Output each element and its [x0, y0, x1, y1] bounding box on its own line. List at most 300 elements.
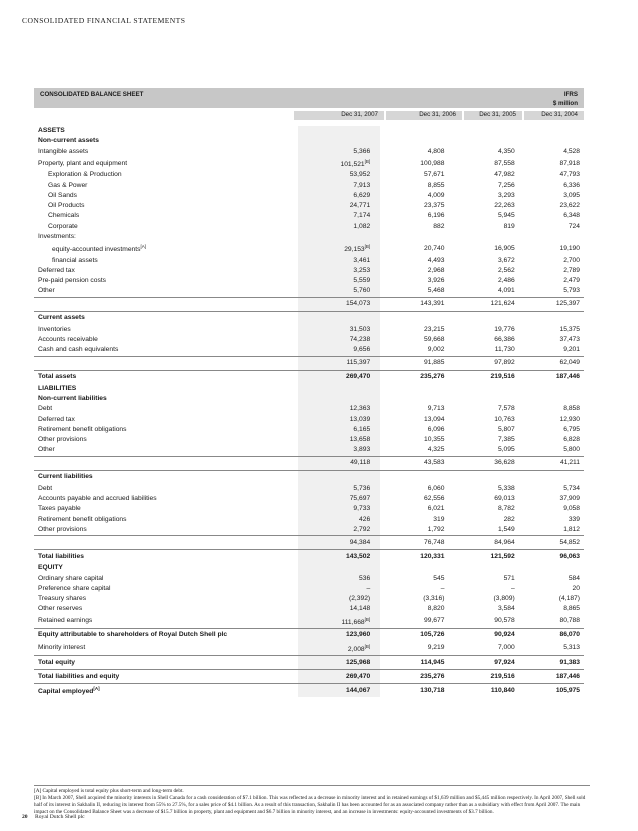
table-row [34, 470, 584, 484]
value-cell: 2,486 [497, 277, 515, 285]
row-label: Debt [38, 484, 53, 492]
value-cell: 49,118 [298, 456, 380, 470]
value-cell: 23,215 [423, 325, 445, 333]
value-cell: 5,736 [298, 484, 380, 494]
value-cell: 12,363 [298, 404, 380, 414]
table-row [34, 525, 584, 536]
value-cell: 3,672 [497, 256, 515, 264]
row-label: Taxes payable [38, 505, 81, 513]
value-cell: 4,808 [427, 147, 445, 155]
page-number: 20 [22, 814, 28, 820]
row-label: Capital employed[A] [34, 684, 298, 698]
table-row [34, 435, 584, 445]
column-header: Dec 31, 2007 [294, 111, 384, 120]
value-cell [450, 126, 520, 136]
value-cell: 53,952 [298, 170, 380, 180]
value-cell: (3,809) [493, 595, 515, 603]
value-cell [380, 136, 450, 146]
value-cell: 3,253 [298, 266, 380, 276]
table-row [34, 191, 584, 201]
value-cell: 110,840 [450, 684, 520, 698]
value-cell: (2,392) [298, 594, 380, 604]
table-row [34, 445, 584, 456]
table-row [34, 170, 584, 180]
page-header: CONSOLIDATED FINANCIAL STATEMENTS [22, 16, 186, 25]
value-cell: 426 [298, 514, 380, 524]
value-cell: 121,592 [450, 550, 520, 564]
value-cell: 13,039 [298, 414, 380, 424]
value-cell [450, 394, 520, 404]
row-label: Accounts payable and accrued liabilities [38, 495, 157, 503]
table-row [34, 201, 584, 211]
value-cell: 5,800 [563, 446, 580, 454]
table-row [34, 335, 584, 345]
value-cell [380, 126, 450, 136]
footnote-ref: [A] [140, 244, 146, 250]
value-cell: 87,918 [559, 159, 580, 167]
value-cell: 154,073 [298, 297, 380, 311]
footer-text: Royal Dutch Shell plc [35, 814, 85, 820]
table-row [34, 684, 584, 698]
value-cell: 23,622 [559, 202, 580, 210]
value-cell: 10,355 [423, 436, 445, 444]
table-row [34, 325, 584, 335]
row-label: Oil Products [48, 202, 85, 210]
value-cell: 37,473 [559, 336, 580, 344]
value-cell [298, 394, 380, 404]
row-label: Deferred tax [38, 266, 75, 274]
footnote: [B] In March 2007, Shell acquired the minority interests in Shell Canada for a cash consideration of $7.1 billion. This was reflected as a decrease in minority interest and in retained earnings of $1,639 million and $5,445 million respectively. In April 2007, Shell sold half of its interest in Sakhalin II, reducing its interest from 55% to 27.5%, for a sales price of $4.1 billion. As a result of this transaction, Sakhalin II has been accounted for as an associated company rather than as a subsidiary with effect from April 2007. The main impact on the Consolidated Balance Sheet was a decrease of $15.7 billion in property, plant and equipment and $6.7 billion in minority interest, and an increase in investments: equity-accounted investments of $3.7 billion. [34, 795, 586, 816]
table-row [34, 514, 584, 524]
value-cell: 13,658 [298, 435, 380, 445]
value-cell: 3,095 [563, 191, 580, 199]
value-cell: 724 [568, 222, 580, 230]
value-cell: 6,336 [563, 181, 580, 189]
value-cell: 3,893 [298, 445, 380, 456]
standard-label: IFRS [563, 91, 578, 98]
value-cell [521, 470, 584, 484]
value-cell: 219,516 [450, 370, 520, 384]
table-row [34, 594, 584, 604]
table-title-band [34, 88, 584, 108]
row-label: EQUITY [38, 564, 63, 572]
table-row [34, 550, 584, 564]
table-row [34, 136, 584, 146]
value-cell: 144,067 [298, 684, 380, 698]
value-cell: 41,211 [521, 456, 584, 470]
value-cell: 8,858 [563, 405, 580, 413]
row-label: Corporate [48, 222, 78, 230]
value-cell [298, 470, 380, 484]
table-row [34, 242, 584, 255]
table-row [34, 536, 584, 550]
value-cell: 125,968 [298, 656, 380, 670]
table-row [34, 384, 584, 394]
row-label: Other provisions [38, 436, 87, 444]
value-cell [380, 563, 450, 573]
value-cell: 6,021 [427, 505, 445, 513]
value-cell: 12,930 [559, 415, 580, 423]
row-label: Other [38, 446, 55, 454]
value-cell: 319 [433, 515, 445, 523]
table-row [34, 456, 584, 470]
row-label: ASSETS [38, 127, 65, 135]
value-cell: 8,865 [563, 605, 580, 613]
value-cell [380, 470, 450, 484]
row-label: Treasury shares [38, 595, 87, 603]
value-cell: 47,793 [559, 171, 580, 179]
table-row [34, 394, 584, 404]
row-label [34, 456, 298, 470]
value-cell: 5,559 [298, 276, 380, 286]
value-cell: 43,583 [380, 456, 450, 470]
value-cell: 1,792 [427, 525, 445, 533]
value-cell: 5,366 [298, 147, 380, 157]
row-label: Retirement benefit obligations [38, 515, 127, 523]
row-label: Current assets [34, 311, 298, 325]
table-row [34, 484, 584, 494]
value-cell: 7,578 [497, 405, 515, 413]
column-headers [34, 110, 584, 120]
value-cell: 1,082 [298, 222, 380, 232]
table-row [34, 604, 584, 614]
value-cell: 100,988 [420, 159, 445, 167]
value-cell: 4,325 [427, 446, 445, 454]
value-cell: 545 [433, 574, 445, 582]
table-row [34, 180, 584, 190]
value-cell: 282 [503, 515, 515, 523]
value-cell: 6,795 [563, 425, 580, 433]
value-cell: 235,276 [380, 670, 450, 684]
value-cell: 57,671 [423, 171, 445, 179]
value-cell: 3,926 [427, 277, 445, 285]
value-cell: 536 [298, 573, 380, 583]
row-label: Current liabilities [34, 470, 298, 484]
row-label: Deferred tax [38, 415, 75, 423]
table-row [34, 147, 584, 157]
table-row [34, 425, 584, 435]
value-cell: 47,982 [494, 171, 515, 179]
value-cell: (4,187) [558, 595, 580, 603]
column-header: Dec 31, 2006 [386, 111, 462, 120]
value-cell: 125,397 [521, 297, 584, 311]
value-cell [521, 384, 584, 394]
table-row [34, 370, 584, 384]
value-cell: 36,628 [450, 456, 520, 470]
value-cell: 6,060 [427, 484, 445, 492]
value-cell: 9,219 [427, 644, 445, 652]
table-row [34, 232, 584, 242]
row-label: Chemicals [48, 212, 80, 220]
row-label: Preference share capital [38, 584, 111, 592]
row-label: Debt [38, 405, 53, 413]
value-cell: 2,562 [497, 266, 515, 274]
value-cell: 2,008[B] [298, 642, 380, 656]
row-label: Accounts receivable [38, 336, 98, 344]
value-cell: 19,190 [559, 244, 580, 252]
value-cell: 24,771 [298, 201, 380, 211]
row-label: Total assets [34, 370, 298, 384]
value-cell: 120,331 [380, 550, 450, 564]
value-cell: 9,201 [563, 346, 580, 354]
value-cell: 6,629 [298, 191, 380, 201]
value-cell [521, 232, 584, 242]
value-cell [450, 232, 520, 242]
value-cell: 6,096 [427, 425, 445, 433]
table-row [34, 563, 584, 573]
table-row [34, 584, 584, 594]
table-row [34, 504, 584, 514]
row-label: Gas & Power [48, 181, 88, 189]
value-cell: 2,700 [563, 256, 580, 264]
table-row [34, 670, 584, 684]
value-cell: 7,256 [497, 181, 515, 189]
value-cell: 11,730 [494, 346, 515, 354]
value-cell: 6,348 [563, 212, 580, 220]
value-cell: 9,713 [427, 405, 445, 413]
value-cell [380, 311, 450, 325]
value-cell: – [440, 584, 445, 592]
table-row [34, 345, 584, 356]
value-cell: 269,470 [298, 370, 380, 384]
value-cell: 96,063 [521, 550, 584, 564]
value-cell [521, 311, 584, 325]
value-cell [521, 126, 584, 136]
value-cell: 187,446 [521, 370, 584, 384]
value-cell [380, 394, 450, 404]
value-cell: 2,789 [563, 266, 580, 274]
value-cell: 84,964 [450, 536, 520, 550]
value-cell: 123,960 [298, 628, 380, 642]
value-cell [450, 563, 520, 573]
value-cell: 9,733 [298, 504, 380, 514]
value-cell: 121,624 [450, 297, 520, 311]
value-cell: 7,000 [497, 644, 515, 652]
value-cell: 20,740 [423, 244, 445, 252]
value-cell: 5,734 [563, 484, 580, 492]
value-cell: 19,776 [494, 325, 515, 333]
value-cell [450, 470, 520, 484]
value-cell: 584 [568, 574, 580, 582]
row-label: Other provisions [38, 525, 87, 533]
value-cell: 571 [503, 574, 515, 582]
value-cell: 16,905 [494, 244, 515, 252]
table-title: CONSOLIDATED BALANCE SHEET [40, 91, 144, 98]
row-label: financial assets [52, 256, 98, 264]
value-cell: 90,578 [494, 617, 515, 625]
value-cell [450, 136, 520, 146]
value-cell: 6,196 [427, 212, 445, 220]
footnote-ref: [B] [364, 244, 371, 250]
value-cell: 1,812 [563, 525, 580, 533]
value-cell: 62,049 [521, 356, 584, 370]
value-cell: 37,909 [559, 495, 580, 503]
row-label: Inventories [38, 325, 71, 333]
table-row [34, 211, 584, 221]
table-row [34, 297, 584, 311]
value-cell: 115,397 [298, 356, 380, 370]
table-row [34, 356, 584, 370]
value-cell: 2,792 [298, 525, 380, 536]
row-label: Other reserves [38, 605, 83, 613]
row-label: Total equity [34, 656, 298, 670]
table-row [34, 255, 584, 265]
value-cell: (3,316) [423, 595, 445, 603]
row-label: Pre-paid pension costs [38, 277, 107, 285]
value-cell: 5,760 [298, 286, 380, 297]
value-cell: 31,503 [298, 325, 380, 335]
value-cell: 9,002 [427, 346, 445, 354]
value-cell: 99,677 [423, 617, 445, 625]
row-label: Total liabilities [34, 550, 298, 564]
value-cell: 90,924 [450, 628, 520, 642]
value-cell: 20 [572, 584, 580, 592]
row-label: Minority interest [38, 644, 86, 652]
value-cell: 23,375 [423, 202, 445, 210]
footnote-ref: [B] [364, 158, 371, 164]
value-cell: 7,385 [497, 436, 515, 444]
value-cell: 143,391 [380, 297, 450, 311]
value-cell: 3,584 [497, 605, 515, 613]
value-cell [521, 136, 584, 146]
table-row [34, 222, 584, 232]
value-cell: 80,788 [559, 617, 580, 625]
table-row [34, 615, 584, 629]
table-row [34, 404, 584, 414]
value-cell: 13,094 [423, 415, 445, 423]
row-label: Intangible assets [38, 147, 89, 155]
value-cell: 97,924 [450, 656, 520, 670]
row-label: Investments: [38, 233, 76, 241]
row-label: Oil Sands [48, 191, 77, 199]
value-cell: 91,383 [521, 656, 584, 670]
value-cell: 4,493 [427, 256, 445, 264]
footnote-ref: [B] [364, 616, 371, 622]
value-cell: 6,828 [563, 436, 580, 444]
value-cell [298, 136, 380, 146]
value-cell: 4,528 [563, 147, 580, 155]
table-row [34, 126, 584, 136]
row-label: Non-current liabilities [38, 394, 107, 402]
value-cell: 8,855 [427, 181, 445, 189]
value-cell: 130,718 [380, 684, 450, 698]
row-label [34, 356, 298, 370]
row-label: equity-accounted investments[A] [52, 244, 146, 254]
value-cell: 75,697 [298, 494, 380, 504]
balance-sheet-table [34, 126, 584, 697]
value-cell: 219,516 [450, 670, 520, 684]
value-cell: 4,009 [427, 191, 445, 199]
table-row [34, 656, 584, 670]
value-cell: 5,095 [497, 446, 515, 454]
value-cell: 3,461 [298, 255, 380, 265]
row-label: Total liabilities and equity [34, 670, 298, 684]
value-cell: 22,263 [494, 202, 515, 210]
value-cell: 143,502 [298, 550, 380, 564]
value-cell: 6,165 [298, 425, 380, 435]
table-row [34, 266, 584, 276]
row-label: Ordinary share capital [38, 574, 104, 582]
row-label: Other [38, 287, 55, 295]
value-cell [521, 394, 584, 404]
value-cell [380, 384, 450, 394]
value-cell: 76,748 [380, 536, 450, 550]
value-cell: 7,913 [298, 180, 380, 190]
value-cell: 8,820 [427, 605, 445, 613]
row-label: Non-current assets [38, 137, 99, 145]
value-cell: 4,091 [497, 287, 515, 295]
value-cell: 15,375 [559, 325, 580, 333]
unit-label: $ million [552, 100, 578, 107]
table-row [34, 414, 584, 424]
value-cell: 66,386 [494, 336, 515, 344]
value-cell: 94,384 [298, 536, 380, 550]
value-cell: – [298, 584, 380, 594]
row-label: Exploration & Production [48, 171, 122, 179]
value-cell: 235,276 [380, 370, 450, 384]
value-cell: 5,793 [563, 287, 580, 295]
value-cell: 10,763 [494, 415, 515, 423]
row-label: Retirement benefit obligations [38, 425, 127, 433]
value-cell: 91,885 [380, 356, 450, 370]
value-cell: 14,148 [298, 604, 380, 614]
row-label: LIABILITIES [38, 384, 77, 392]
value-cell: 3,293 [497, 191, 515, 199]
row-label [34, 297, 298, 311]
row-label [34, 536, 298, 550]
value-cell [298, 384, 380, 394]
value-cell: 59,668 [423, 336, 445, 344]
value-cell: 62,556 [423, 495, 445, 503]
value-cell: 882 [433, 222, 445, 230]
value-cell: 5,313 [563, 644, 580, 652]
value-cell: 29,153[B] [298, 242, 380, 255]
table-row [34, 573, 584, 583]
value-cell: – [511, 584, 515, 592]
column-header: Dec 31, 2004 [524, 111, 584, 120]
table-row [34, 494, 584, 504]
value-cell [298, 311, 380, 325]
value-cell: 5,338 [497, 484, 515, 492]
table-row [34, 642, 584, 656]
row-label: Property, plant and equipment [38, 159, 128, 167]
value-cell [298, 232, 380, 242]
table-row [34, 311, 584, 325]
value-cell: 5,945 [497, 212, 515, 220]
value-cell: 74,238 [298, 335, 380, 345]
value-cell: 8,782 [497, 505, 515, 513]
value-cell [380, 232, 450, 242]
footnote-ref: [B] [364, 643, 371, 649]
value-cell: 54,852 [521, 536, 584, 550]
value-cell: 9,656 [298, 345, 380, 356]
value-cell: 114,945 [380, 656, 450, 670]
value-cell: 69,013 [494, 495, 515, 503]
value-cell: 1,549 [497, 525, 515, 533]
value-cell: 86,070 [521, 628, 584, 642]
value-cell: 2,479 [563, 277, 580, 285]
value-cell [450, 384, 520, 394]
value-cell: 5,468 [427, 287, 445, 295]
table-row [34, 628, 584, 642]
value-cell: 5,807 [497, 425, 515, 433]
row-label: Cash and cash equivalents [38, 346, 119, 354]
footnotes [34, 785, 590, 816]
row-label: Equity attributable to shareholders of Royal Dutch Shell plc [34, 628, 298, 642]
value-cell: 269,470 [298, 670, 380, 684]
value-cell: 101,521[B] [298, 157, 380, 170]
value-cell [521, 563, 584, 573]
